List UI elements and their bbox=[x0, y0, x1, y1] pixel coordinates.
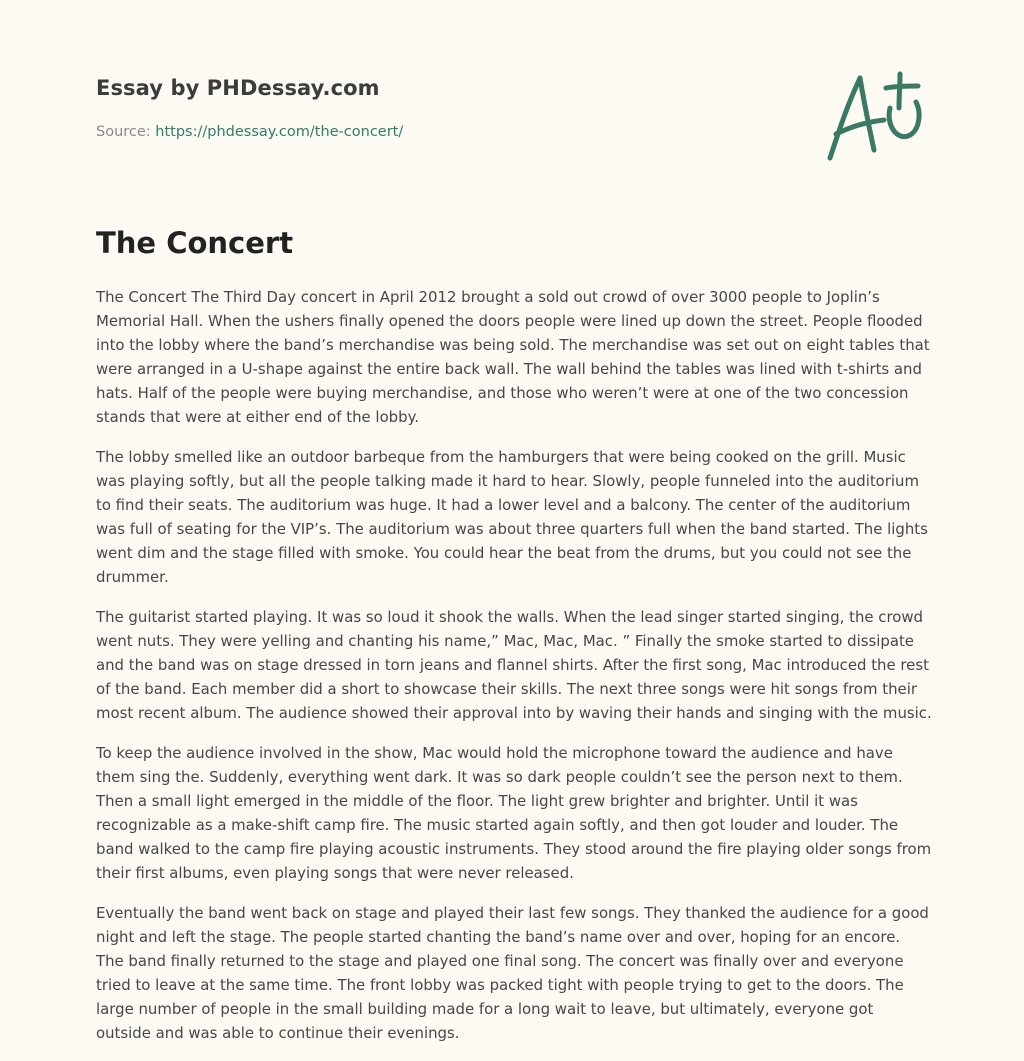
paragraph-1: The Concert The Third Day concert in April 2012 brought a sold out crowd of over 3000 people to Joplin’s Memorial Hall. When the ushers finally opened the doors people were lined up down the street. People flooded into the lobby where the band’s merchandise was being sold. The merchandise was set out on eight tables that were arranged in a U-shape against the entire back wall. The wall behind the tables was lined with t-shirts and hats. Half of the people were buying merchandise, and those who weren’t were at one of the two concession stands that were at either end of the lobby. bbox=[96, 288, 930, 426]
paragraph-3: The guitarist started playing. It was so loud it shook the walls. When the lead singer started singing, the crowd went nuts. They were yelling and chanting his name,” Mac, Mac, Mac. ” Finally the smoke started to dissipate and the band was on stage dressed in torn jeans and flannel shirts. After the first song, Mac introduced the rest of the band. Each member did a short to showcase their skills. The next three songs were hit songs from their most recent album. The audience showed their approval into by waving their hands and singing with the music. bbox=[96, 608, 932, 722]
site-title: Essay by PHDessay.com bbox=[96, 76, 380, 100]
paragraph-5: Eventually the band went back on stage and played their last few songs. They thanked the audience for a good night and left the stage. The people started chanting the band’s name over and over, hoping for an encore. The band finally returned to the stage and played one final song. The concert was finally over and everyone tried to leave at the same time. The front lobby was packed tight with people trying to get to the doors. The large number of people in the small building made for a long wait to leave, but ultimately, everyone got outside and was able to continue their evenings. bbox=[96, 904, 929, 1042]
source-line bbox=[96, 124, 403, 140]
source-label: Source: bbox=[96, 124, 156, 140]
document-title: The Concert bbox=[96, 226, 294, 260]
paragraph-4: To keep the audience involved in the show, Mac would hold the microphone toward the audience and have them sing the. Suddenly, everything went dark. It was so dark people couldn’t see the person next to them. Then a small light emerged in the middle of the floor. The light grew brighter and brighter. Until it was recognizable as a make-shift camp fire. The music started again softly, and then got louder and louder. The band walked to the camp fire playing acoustic instruments. They stood around the fire playing older songs from their first albums, even playing songs that were never released. bbox=[96, 744, 932, 882]
paragraph-2: The lobby smelled like an outdoor barbeque from the hamburgers that were being cooked on the grill. Music was playing softly, but all the people talking made it hard to hear. Slowly, people funneled into the auditorium to find their seats. The auditorium was huge. It had a lower level and a balcony. The center of the auditorium was full of seating for the VIP’s. The auditorium was about three quarters full when the band started. The lights went dim and the stage filled with smoke. You could hear the beat from the drums, but you could not see the drummer. bbox=[96, 448, 928, 586]
source-link[interactable]: https://phdessay.com/the-concert/ bbox=[155, 124, 404, 140]
essay-body bbox=[96, 285, 932, 1061]
a-plus-grade-logo bbox=[820, 64, 930, 164]
